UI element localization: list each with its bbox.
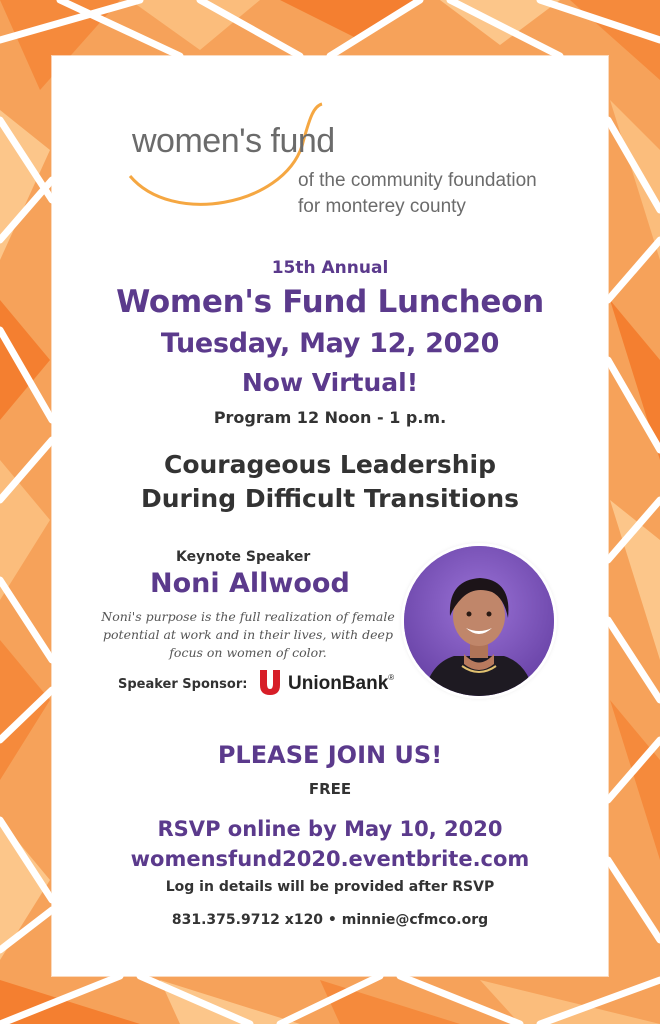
womens-fund-logo bbox=[52, 56, 608, 256]
union-bank-logo-icon bbox=[257, 668, 283, 696]
event-theme-line1: Courageous Leadership bbox=[163, 450, 496, 479]
sponsor-trademark: ® bbox=[388, 673, 395, 682]
cta-login-note: Log in details will be provided after RSVP bbox=[165, 879, 495, 895]
event-date: Tuesday, May 12, 2020 bbox=[160, 328, 500, 359]
event-program-time: Program 12 Noon - 1 p.m. bbox=[213, 408, 447, 427]
speaker-bio: Noni's purpose is the full realization of female potential at work and in their lives, with deep focus on women of color. bbox=[101, 609, 395, 660]
cta-contact: 831.375.9712 x120 • minnie@cfmco.org bbox=[171, 912, 489, 928]
cta-rsvp: RSVP online by May 10, 2020 bbox=[157, 817, 503, 841]
speaker-name: Noni Allwood bbox=[150, 568, 350, 599]
event-annual: 15th Annual bbox=[271, 258, 389, 278]
logo-subtitle-line1: of the community foundation bbox=[298, 170, 537, 191]
keynote-label: Keynote Speaker bbox=[176, 549, 311, 565]
logo-wordmark: women's fund bbox=[132, 122, 335, 160]
event-title: Women's Fund Luncheon bbox=[116, 284, 544, 320]
event-theme-line2: During Difficult Transitions bbox=[140, 484, 519, 513]
cta-join: PLEASE JOIN US! bbox=[217, 741, 443, 769]
sponsor-label: Speaker Sponsor: bbox=[118, 677, 248, 692]
event-format: Now Virtual! bbox=[241, 368, 419, 397]
sponsor-name: UnionBank® bbox=[288, 673, 395, 694]
invitation-card bbox=[52, 56, 608, 976]
speaker-photo bbox=[404, 546, 554, 696]
speaker-portrait-icon bbox=[404, 546, 554, 696]
cta-price: FREE bbox=[308, 780, 352, 798]
cta-url[interactable]: womensfund2020.eventbrite.com bbox=[130, 847, 530, 871]
logo-subtitle-line2: for monterey county bbox=[298, 196, 466, 217]
